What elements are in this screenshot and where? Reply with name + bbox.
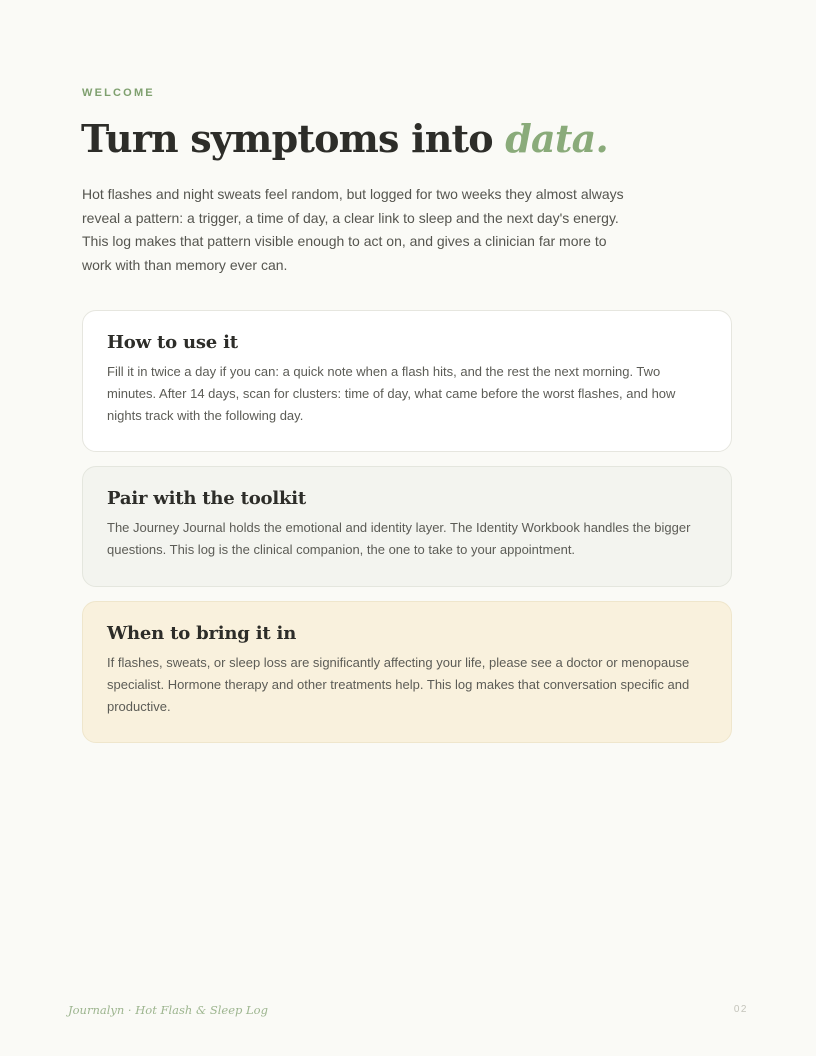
footer-title: Journalyn · Hot Flash & Sleep Log [68, 1003, 268, 1017]
how-to-use-card [82, 310, 732, 452]
card-title: When to bring it in [107, 623, 297, 644]
intro-paragraph: Hot flashes and night sweats feel random, but logged for two weeks they almost always reveal a pattern: a trigger, a time of day, a clear link to sleep and the next day's energy. This log makes that pattern visible enough to act on, and gives a clinician far more to work with than memory ever can. [82, 186, 624, 274]
pair-with-toolkit-card [82, 466, 732, 587]
page-title [81, 116, 608, 161]
card-body: Fill it in twice a day if you can: a quick note when a flash hits, and the rest the next morning. Two minutes. After 14 days, scan for clusters: time of day, what came before the worst flashes, and how nights track with the following day. [107, 364, 676, 423]
page-number: 02 [733, 1004, 748, 1015]
card-body: The Journey Journal holds the emotional and identity layer. The Identity Workbook handles the bigger questions. This log is the clinical companion, the one to take to your appointment. [107, 520, 691, 557]
card-body: If flashes, sweats, or sleep loss are significantly affecting your life, please see a doctor or menopause specialist. Hormone therapy and other treatments help. This log makes that conversation specific and productive. [107, 655, 690, 714]
page-title-accent: data. [505, 116, 608, 161]
section-eyebrow: WELCOME [82, 87, 155, 99]
card-title: How to use it [107, 332, 238, 353]
when-to-bring-it-in-card [82, 601, 732, 743]
page-title-main: Turn symptoms into [81, 116, 506, 161]
card-title: Pair with the toolkit [107, 488, 307, 509]
